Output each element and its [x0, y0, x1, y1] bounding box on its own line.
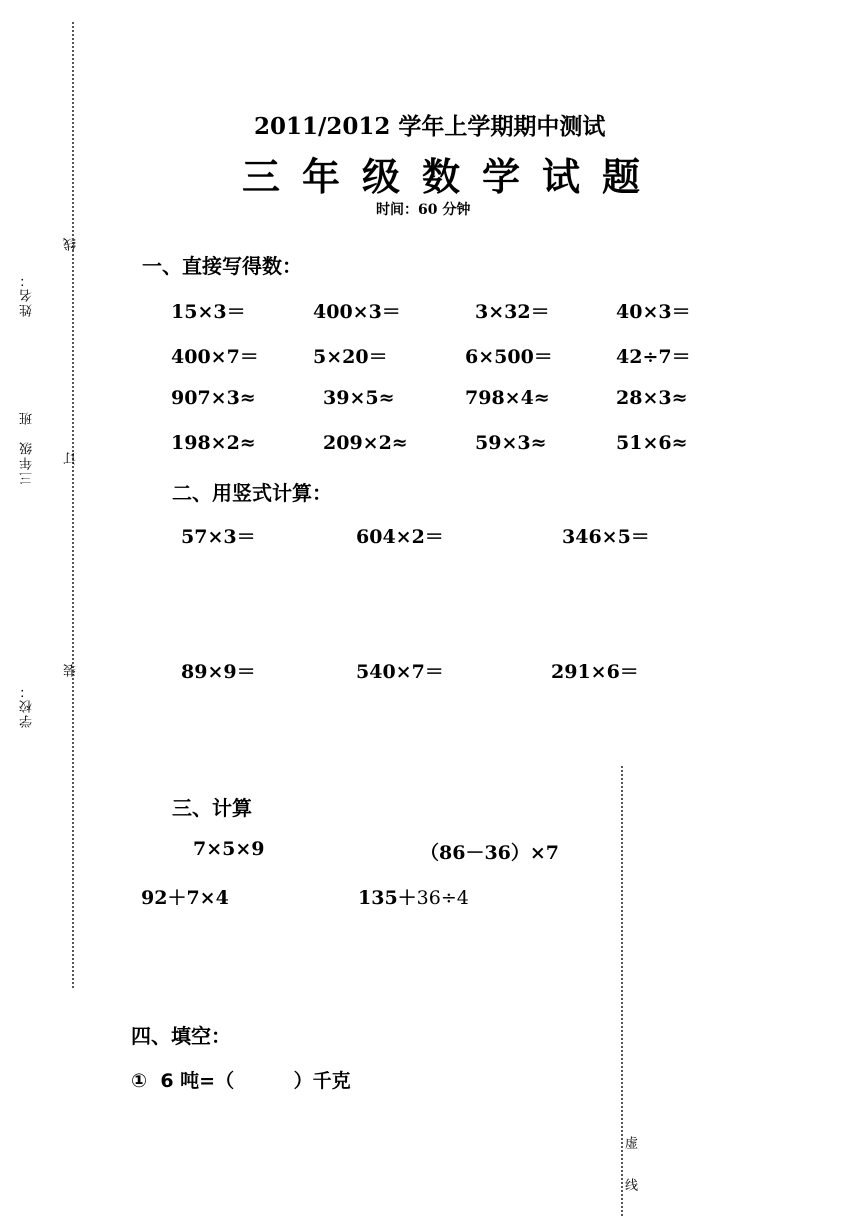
s3-p4-part-b: 36÷4 [416, 887, 469, 909]
s1-r3-c1: 907×3≈ [171, 387, 256, 409]
s1-r2-c1: 400×7＝ [171, 346, 259, 368]
s1-r2-c3: 6×500＝ [465, 346, 553, 368]
s2-r1-c3: 346×5＝ [562, 526, 650, 548]
s3-p4 [358, 883, 469, 910]
s1-r3-c3: 798×4≈ [465, 387, 550, 409]
s1-r4-c3: 59×3≈ [475, 432, 547, 454]
binding-line-char: 线 [64, 236, 79, 251]
s4-item1: ① 6 吨=（ ）千克 [131, 1070, 351, 1092]
s2-r2-c1: 89×9＝ [181, 661, 256, 683]
section4-heading: 四、填空： [131, 1024, 231, 1048]
s1-r2-c4: 42÷7＝ [616, 346, 691, 368]
s1-r1-c3: 3×32＝ [475, 301, 550, 323]
s2-r1-c2: 604×2＝ [356, 526, 444, 548]
right-xu-char: 虚 [622, 1136, 637, 1151]
section3-heading: 三、计算 [172, 796, 252, 820]
exam-year-line: 2011/2012 学年上学期期中测试 [254, 113, 606, 140]
s1-r3-c4: 28×3≈ [616, 387, 688, 409]
exam-time: 时间：60 分钟 [376, 202, 471, 218]
binding-ding-char: 订 [64, 450, 79, 465]
s3-p2: （86－36）×7 [420, 842, 560, 864]
binding-dotted-line-left [72, 22, 74, 988]
s1-r1-c2: 400×3＝ [313, 301, 401, 323]
s3-p4-part-a: 135＋ [358, 887, 417, 909]
s1-r1-c1: 15×3＝ [171, 301, 246, 323]
s2-r1-c1: 57×3＝ [181, 526, 256, 548]
section1-heading: 一、直接写得数： [142, 254, 302, 278]
class-label: 三年级 班 [20, 410, 35, 485]
right-xian-char: 线 [622, 1178, 637, 1193]
s2-r2-c3: 291×6＝ [551, 661, 639, 683]
binding-zhuang-char: 装 [64, 662, 79, 677]
s1-r3-c2: 39×5≈ [323, 387, 395, 409]
s1-r1-c4: 40×3＝ [616, 301, 691, 323]
s1-r2-c2: 5×20＝ [313, 346, 388, 368]
s3-p1: 7×5×9 [193, 838, 265, 860]
school-label: 学校： [20, 683, 35, 728]
name-label: 姓名： [20, 272, 35, 317]
s1-r4-c1: 198×2≈ [171, 432, 256, 454]
exam-title: 三年级数学试题 [242, 154, 663, 199]
s1-r4-c2: 209×2≈ [323, 432, 408, 454]
s1-r4-c4: 51×6≈ [616, 432, 688, 454]
section2-heading: 二、用竖式计算： [172, 481, 332, 505]
s2-r2-c2: 540×7＝ [356, 661, 444, 683]
s3-p3: 92＋7×4 [141, 887, 229, 909]
